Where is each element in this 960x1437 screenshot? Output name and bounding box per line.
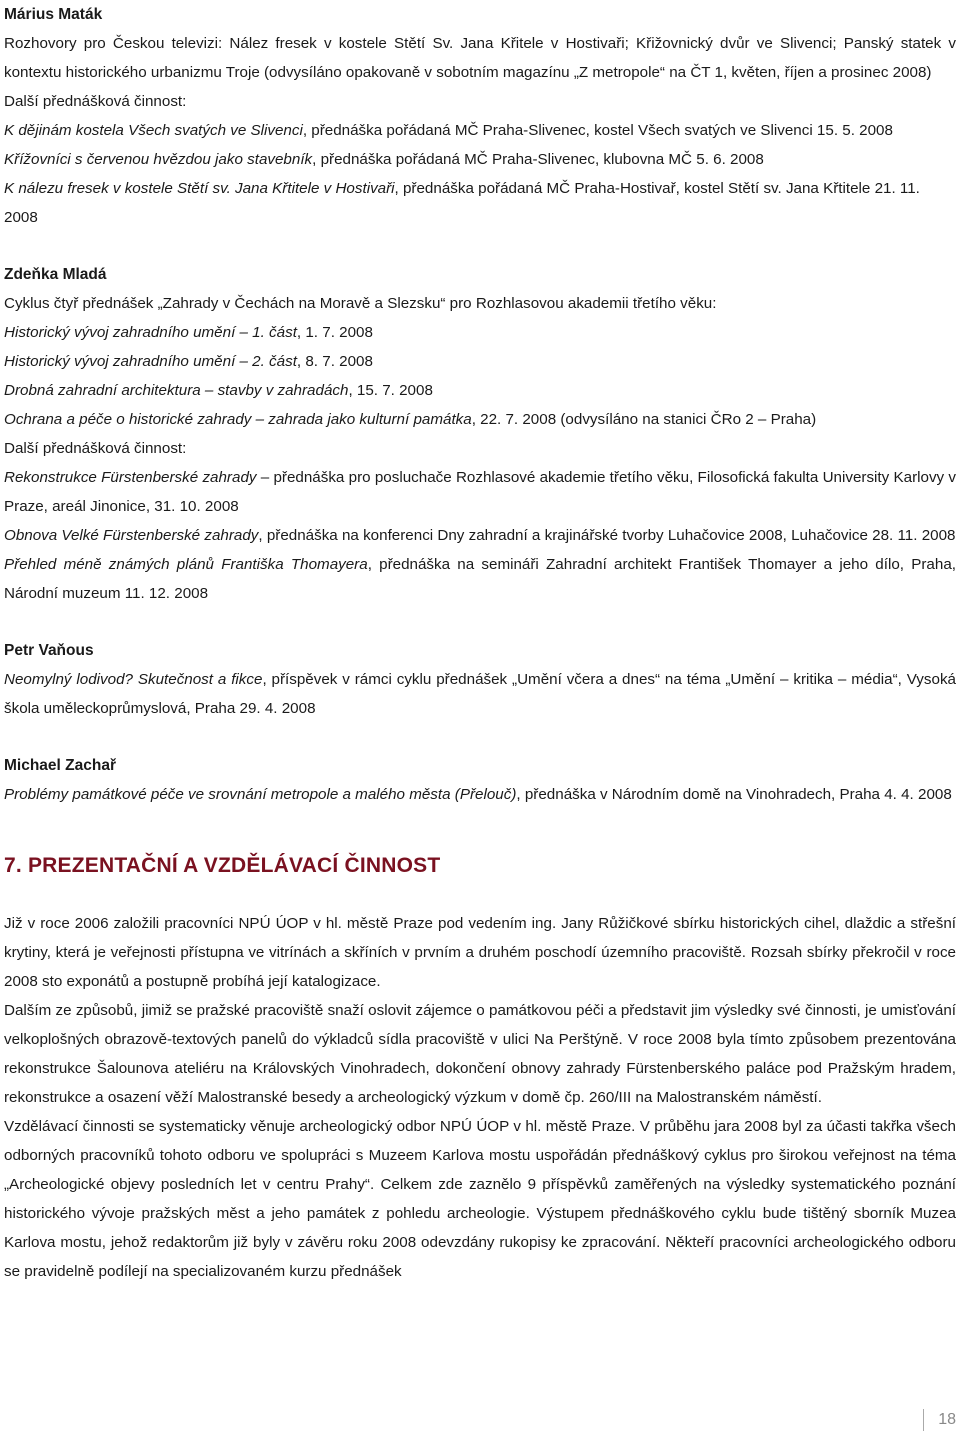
lecture-item: Neomylný lodivod? Skutečnost a fikce, příspěvek v rámci cyklu přednášek „Umění včera a dnes“ na téma „Umění – kritika – média“, Vysoká škola uměleckoprůmyslová, Praha 29. 4. 2008 — [4, 671, 956, 717]
lecture-item: Problémy památkové péče ve srovnání metropole a malého města (Přelouč), přednáška v Národním domě na Vinohradech, Praha 4. 4. 2008 — [4, 786, 952, 803]
lecture-item: Obnova Velké Fürstenberské zahrady, přednáška na konferenci Dny zahradní a krajinářské tvorby Luhačovice 2008, Luhačovice 28. 11. 2008 — [4, 527, 956, 544]
cycle-item: Ochrana a péče o historické zahrady – zahrada jako kulturní památka, 22. 7. 2008 (odvysíláno na stanici ČRo 2 – Praha) — [4, 411, 817, 428]
further-lectures-label: Další přednášková činnost: — [4, 93, 187, 110]
author-name: Márius Maták — [4, 6, 103, 23]
lecture-item: K dějinám kostela Všech svatých ve Slivenci, přednáška pořádaná MČ Praha-Slivenec, kostel Všech svatých ve Slivenci 15. 5. 2008 — [4, 122, 893, 139]
lecture-item: Přehled méně známých plánů Františka Thomayera, přednáška na semináři Zahradní architekt František Thomayer a jeho dílo, Praha, Národní muzeum 11. 12. 2008 — [4, 556, 956, 602]
document-page — [4, 0, 956, 1286]
cycle-item: Historický vývoj zahradního umění – 1. část, 1. 7. 2008 — [4, 324, 373, 341]
cycle-item: Historický vývoj zahradního umění – 2. část, 8. 7. 2008 — [4, 353, 373, 370]
further-lectures-label: Další přednášková činnost: — [4, 440, 187, 457]
lecture-item: K nálezu fresek v kostele Stětí sv. Jana Křtitele v Hostivaři, přednáška pořádaná MČ Praha-Hostivař, kostel Stětí sv. Jana Křtitele 21. 11. 2008 — [4, 180, 920, 226]
section-paragraph: Již v roce 2006 založili pracovníci NPÚ ÚOP v hl. městě Praze pod vedením ing. Jany Růžičkové sbírku historických cihel, dlaždic a střešní krytiny, která je veřejnosti přístupna ve vitrínách a skříních v prvním a druhém poschodí územního pracoviště. Rozsah sbírky překročil v roce 2008 sto exponátů a postupně probíhá její katalogizace. — [4, 915, 956, 990]
lecture-item: Rekonstrukce Fürstenberské zahrady – přednáška pro posluchače Rozhlasové akademie třetího věku, Filosofická fakulta University Karlovy v Praze, areál Jinonice, 31. 10. 2008 — [4, 469, 956, 515]
author-name: Petr Vaňous — [4, 642, 94, 659]
section-paragraph: Dalším ze způsobů, jimiž se pražské pracoviště snaží oslovit zájemce o památkovou péči a představit jim výsledky své činnosti, je umisťování velkoplošných obrazově-textových panelů do výkladců sídla pracoviště v ulici Na Perštýně. V roce 2008 byla tímto způsobem prezentována rekonstrukce Šalounova ateliéru na Královských Vinohradech, dokončení obnovy zahrady Fürstenberského paláce pod Pražským hradem, rekonstrukce a osazení věží Malostranské besedy a archeologický výzkum v domě čp. 260/III na Malostranském náměstí. — [4, 1002, 956, 1106]
interviews-text: Rozhovory pro Českou televizi: Nález fresek v kostele Stětí Sv. Jana Křitele v Hostivaři; Křižovnický dvůr ve Slivenci; Panský statek v kontextu historického urbanizmu Troje (odvysíláno opakovaně v sobotním magazínu „Z metropole“ na ČT 1, květen, říjen a prosinec 2008) — [4, 35, 956, 81]
section-heading: 7. PREZENTAČNÍ A VZDĚLÁVACÍ ČINNOST — [4, 854, 441, 877]
page-number: 18 — [923, 1409, 956, 1431]
author-name: Zdeňka Mladá — [4, 266, 107, 283]
lecture-item: Křížovníci s červenou hvězdou jako stavebník, přednáška pořádaná MČ Praha-Slivenec, klubovna MČ 5. 6. 2008 — [4, 151, 764, 168]
lecture-cycle-intro: Cyklus čtyř přednášek „Zahrady v Čechách na Moravě a Slezsku“ pro Rozhlasovou akademii třetího věku: — [4, 295, 717, 312]
author-name: Michael Zachař — [4, 757, 116, 774]
section-paragraph: Vzdělávací činnosti se systematicky věnuje archeologický odbor NPÚ ÚOP v hl. městě Praze. V průběhu jara 2008 byl za účasti takřka všech odborných pracovníků tohoto odboru ve spolupráci s Muzeem Karlova mostu uspořádán přednáškový cyklus pro širokou veřejnost na téma „Archeologické objevy posledních let v centru Prahy“. Celkem zde zaznělo 9 příspěvků zaměřených na výsledky systematického poznání historického vývoje pražských měst a jeho památek z pohledu archeologie. Výstupem přednáškového cyklu bude tištěný sborník Muzea Karlova mostu, jehož redaktorům již byly v závěru roku 2008 odevzdány rukopisy ke zpracování. Někteří pracovníci archeologického odboru se pravidelně podílejí na specializovaném kurzu přednášek — [4, 1118, 956, 1280]
cycle-item: Drobná zahradní architektura – stavby v zahradách, 15. 7. 2008 — [4, 382, 433, 399]
